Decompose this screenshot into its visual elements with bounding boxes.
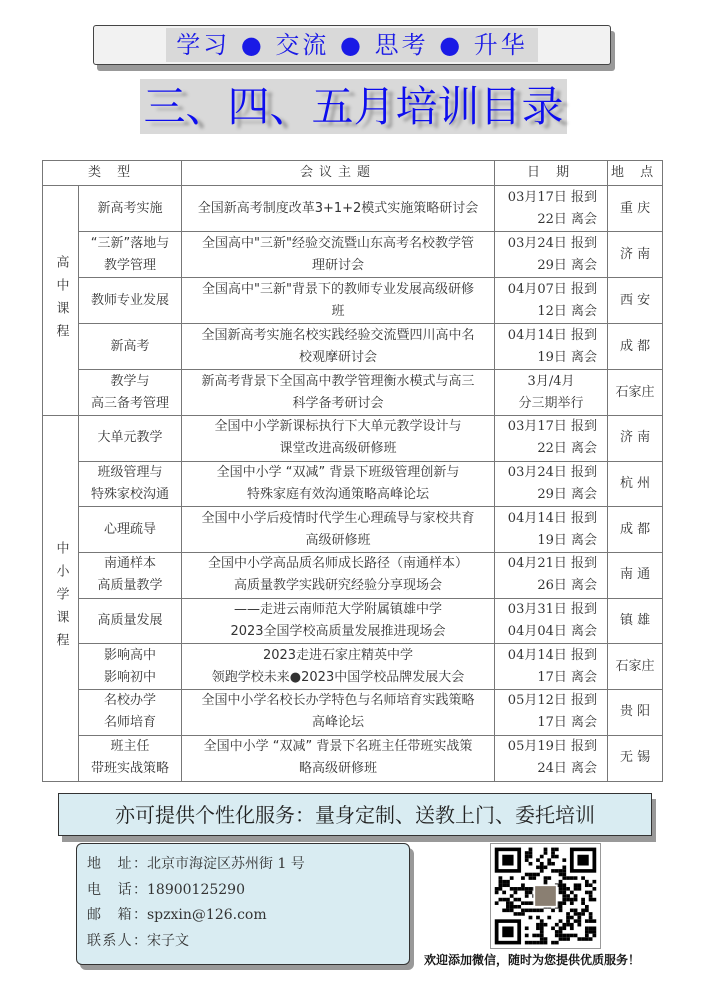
page-title: 三、四、五月培训目录 (140, 79, 567, 134)
cell-line: 17日 离会 (537, 669, 598, 685)
cell-line: 新高考实施 (97, 200, 163, 216)
cell-line: 22日 离会 (537, 441, 598, 457)
cell-place: 杭 州 (608, 461, 663, 507)
contact-box (76, 843, 410, 965)
cell-place: 石家庄 (608, 644, 663, 690)
cell-type (79, 507, 182, 553)
cell-line: 新高考背景下全国高中教学管理衡水模式与高三 (201, 373, 475, 389)
cell-date (495, 507, 608, 553)
contact-label: 邮 箱： (87, 907, 147, 923)
table-row (43, 598, 663, 644)
contact-value: 18900125290 (147, 881, 245, 898)
cell-place: 石家庄 (608, 370, 663, 416)
cell-date (495, 232, 608, 278)
cell-place: 济 南 (608, 416, 663, 462)
cell-line: 全国高中"三新"经验交流暨山东高考名校教学管 (202, 235, 474, 251)
cell-line: 17日 离会 (537, 715, 598, 731)
cell-line: 全国中小学新课标执行下大单元教学设计与 (214, 419, 462, 435)
cell-line: 04月14日 报到 (507, 647, 598, 663)
cell-line: 全国中小学 “双减” 背景下名班主任带班实战策 (203, 739, 473, 755)
cell-line: 新高考 (110, 338, 150, 354)
cell-type (79, 416, 182, 462)
cell-topic (182, 186, 495, 232)
table-row (43, 461, 663, 507)
cell-date (495, 461, 608, 507)
cell-type (79, 461, 182, 507)
table-row (43, 735, 663, 781)
contact-email (87, 903, 409, 929)
cell-line: 教师专业发展 (91, 292, 170, 308)
cell-topic (182, 416, 495, 462)
cell-topic (182, 461, 495, 507)
training-catalog-table (42, 160, 663, 782)
cell-type (79, 370, 182, 416)
cell-line: 教学管理 (104, 257, 157, 273)
cell-topic (182, 324, 495, 370)
cell-type (79, 735, 182, 781)
cell-type (79, 186, 182, 232)
cell-line: 影响高中 (104, 647, 157, 663)
cell-line: 04月04日 离会 (507, 624, 598, 640)
service-banner: 亦可提供个性化服务：量身定制、送教上门、委托培训 (58, 793, 652, 836)
cell-line: 高质量教学 (97, 578, 163, 594)
cell-line: 04月14日 报到 (507, 327, 598, 343)
cell-line: 2023走进石家庄精英中学 (262, 647, 414, 663)
cell-line: 全国中小学 “双减” 背景下班级管理创新与 (216, 465, 460, 481)
cell-topic (182, 735, 495, 781)
cell-line: 22日 离会 (537, 211, 598, 227)
cell-line: 19日 离会 (537, 532, 598, 548)
table-row (43, 278, 663, 324)
contact-label: 联系人： (87, 932, 147, 949)
table-row (43, 553, 663, 599)
cell-date (495, 553, 608, 599)
table-header-row (43, 161, 663, 186)
cell-type (79, 553, 182, 599)
cell-line: 高级研修班 (305, 532, 371, 548)
contact-label: 电 话： (87, 881, 147, 898)
cell-line: 03月17日 报到 (507, 189, 598, 205)
cell-line: 高三备考管理 (91, 395, 170, 411)
cell-line: 特殊家校沟通 (91, 487, 170, 503)
cell-line: 04月07日 报到 (507, 281, 598, 297)
header-date: 日 期 (495, 161, 608, 186)
cell-line: 心理疏导 (104, 521, 157, 537)
cell-place: 镇 雄 (608, 598, 663, 644)
cell-line: 班主任 (110, 739, 150, 755)
cell-line: 12日 离会 (537, 303, 598, 319)
cell-line: 03月24日 报到 (507, 465, 598, 481)
course-group-label: 中小学课程 (43, 416, 79, 782)
cell-line: 高峰论坛 (312, 715, 365, 731)
cell-line: 略高级研修班 (299, 761, 378, 777)
cell-line: 2023全国学校高质量发展推进现场会 (230, 624, 446, 640)
slogan-text: 学习 ● 交流 ● 思考 ● 升华 (166, 28, 538, 62)
contact-phone (87, 878, 409, 904)
cell-topic (182, 370, 495, 416)
cell-line: 3月/4月 (527, 373, 575, 389)
cell-date (495, 735, 608, 781)
cell-line: 大单元教学 (97, 430, 163, 446)
cell-line: 带班实战策略 (91, 761, 170, 777)
contact-label: 地 址： (87, 856, 147, 872)
contact-value: 宋子文 (147, 932, 189, 949)
cell-topic (182, 644, 495, 690)
cell-place: 成 都 (608, 507, 663, 553)
cell-place: 济 南 (608, 232, 663, 278)
cell-line: 课堂改进高级研修班 (279, 441, 397, 457)
cell-line: 全国高中"三新"背景下的教师专业发展高级研修 (202, 281, 474, 297)
cell-topic (182, 690, 495, 736)
header-place: 地 点 (608, 161, 663, 186)
header-topic: 会议主题 (182, 161, 495, 186)
cell-line: 科学备考研讨会 (292, 395, 384, 411)
cell-line: 全国中小学高品质名师成长路径（南通样本） (208, 556, 469, 572)
qr-caption: 欢迎添加微信，随时为您提供优质服务！ (424, 953, 641, 967)
cell-date (495, 598, 608, 644)
cell-line: 名师培育 (104, 715, 157, 731)
contact-value: 北京市海淀区苏州街 1 号 (147, 856, 305, 872)
cell-type (79, 278, 182, 324)
cell-date (495, 278, 608, 324)
table-row (43, 690, 663, 736)
cell-topic (182, 278, 495, 324)
table-row (43, 186, 663, 232)
cell-line: 班级管理与 (97, 465, 163, 481)
cell-date (495, 186, 608, 232)
cell-topic (182, 232, 495, 278)
table-row (43, 416, 663, 462)
cell-place: 无 锡 (608, 735, 663, 781)
cell-line: 全国新高考制度改革3+1+2模式实施策略研讨会 (197, 200, 479, 216)
course-group-label: 高中课程 (43, 186, 79, 416)
cell-line: 理研讨会 (312, 257, 365, 273)
cell-topic (182, 507, 495, 553)
cell-line: 24日 离会 (537, 761, 598, 777)
table-row (43, 232, 663, 278)
cell-topic (182, 598, 495, 644)
contact-address (87, 852, 409, 878)
cell-type (79, 690, 182, 736)
cell-place: 重 庆 (608, 186, 663, 232)
cell-line: “三新”落地与 (90, 235, 170, 251)
cell-line: 领跑学校未来●2023中国学校品牌发展大会 (211, 669, 465, 685)
table-row (43, 324, 663, 370)
cell-date (495, 644, 608, 690)
cell-line: 03月24日 报到 (507, 235, 598, 251)
cell-line: 全国中小学名校长办学特色与名师培育实践策略 (201, 693, 475, 709)
cell-line: 高质量教学实践研究经验分享现场会 (234, 578, 443, 594)
cell-line: 教学与 (110, 373, 150, 389)
cell-date (495, 324, 608, 370)
cell-line: 05月19日 报到 (507, 739, 598, 755)
cell-line: 04月14日 报到 (507, 510, 598, 526)
table-row (43, 644, 663, 690)
cell-place: 南 通 (608, 553, 663, 599)
cell-type (79, 232, 182, 278)
cell-line: 26日 离会 (537, 578, 598, 594)
cell-line: ——走进云南师范大学附属镇雄中学 (234, 602, 443, 618)
cell-line: 南通样本 (104, 556, 157, 572)
cell-line: 影响初中 (104, 669, 157, 685)
table-row (43, 370, 663, 416)
table-row (43, 507, 663, 553)
cell-line: 校观摩研讨会 (299, 349, 378, 365)
cell-line: 29日 离会 (537, 487, 598, 503)
cell-line: 29日 离会 (537, 257, 598, 273)
contact-value: spzxin@126.com (147, 907, 267, 923)
cell-line: 19日 离会 (537, 349, 598, 365)
cell-date (495, 370, 608, 416)
cell-line: 全国新高考实施名校实践经验交流暨四川高中名 (201, 327, 475, 343)
cell-place: 成 都 (608, 324, 663, 370)
cell-line: 班 (331, 303, 345, 319)
cell-line: 03月31日 报到 (507, 602, 598, 618)
cell-line: 03月17日 报到 (507, 419, 598, 435)
cell-type (79, 644, 182, 690)
wechat-qr-code (490, 843, 601, 949)
header-type: 类 型 (43, 161, 182, 186)
cell-line: 特殊家庭有效沟通策略高峰论坛 (247, 487, 430, 503)
cell-type (79, 324, 182, 370)
cell-place: 西 安 (608, 278, 663, 324)
cell-place: 贵 阳 (608, 690, 663, 736)
cell-date (495, 416, 608, 462)
cell-line: 04月21日 报到 (507, 556, 598, 572)
cell-line: 高质量发展 (97, 613, 163, 629)
cell-topic (182, 553, 495, 599)
cell-type (79, 598, 182, 644)
slogan-banner (93, 25, 611, 65)
contact-person (87, 929, 409, 955)
cell-line: 05月12日 报到 (507, 693, 598, 709)
cell-line: 名校办学 (104, 693, 157, 709)
cell-line: 全国中小学后疫情时代学生心理疏导与家校共育 (201, 510, 475, 526)
cell-date (495, 690, 608, 736)
cell-line: 分三期举行 (518, 395, 584, 411)
